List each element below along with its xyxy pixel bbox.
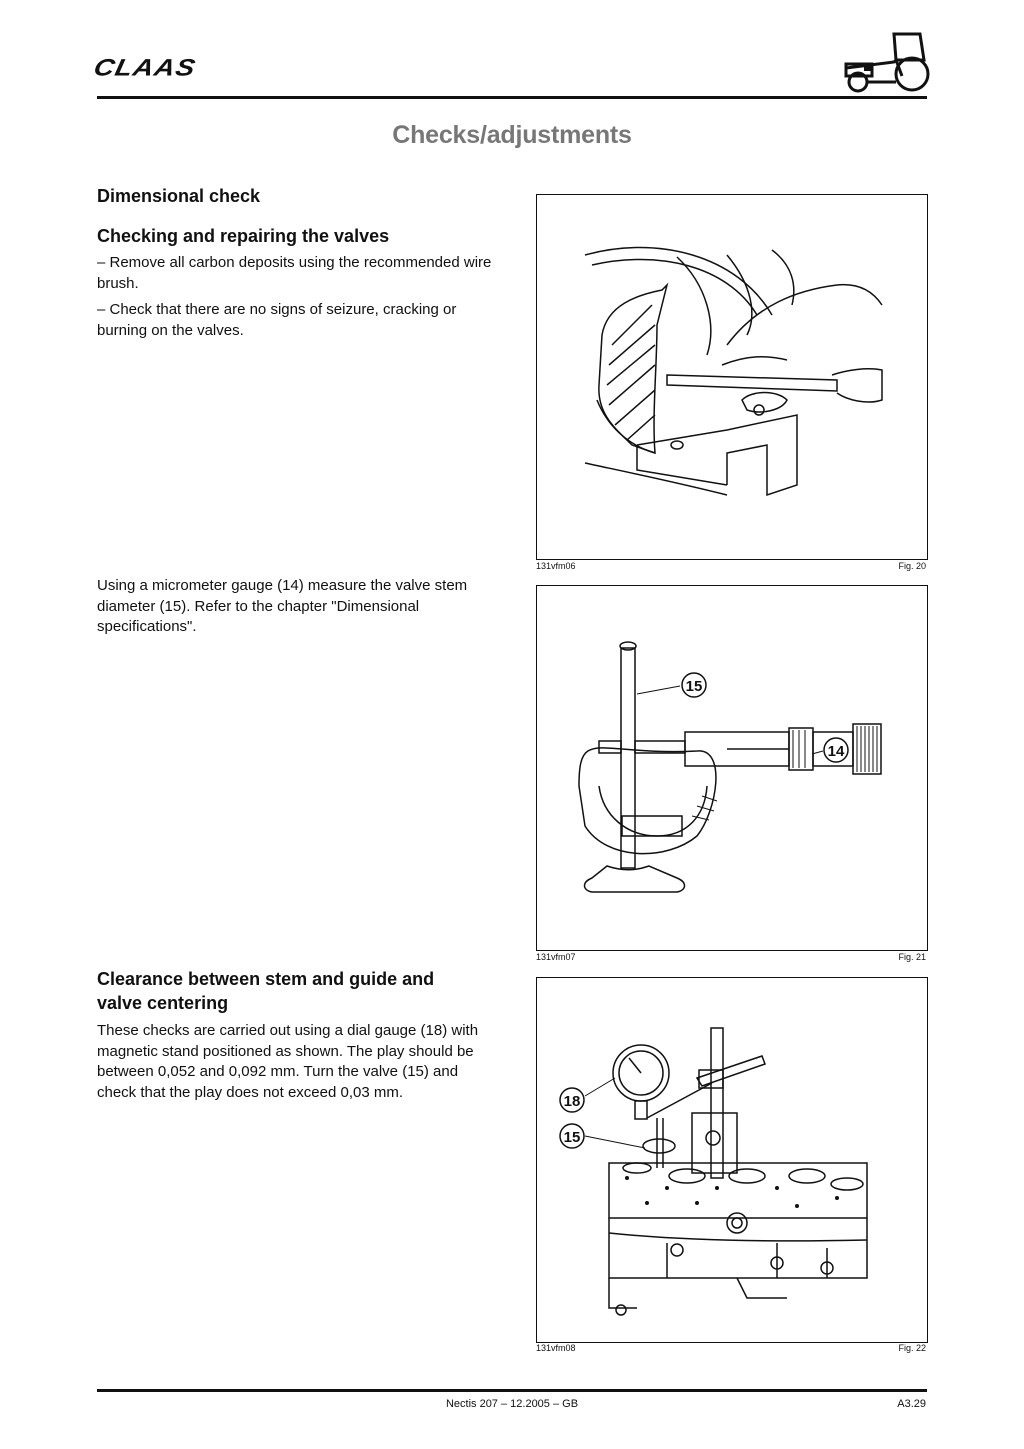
instruction-check-seizure: – Check that there are no signs of seizure, cracking or burning on the valves. xyxy=(97,301,457,339)
footer-rule xyxy=(97,1389,927,1392)
section-heading-dimensional-check: Dimensional check xyxy=(97,186,261,206)
figure-22-dial-gauge xyxy=(536,977,928,1343)
callout-15: 15 xyxy=(563,1129,581,1146)
figure-22-label: Fig. 22 xyxy=(898,1343,926,1353)
section-heading-checking-valves: Checking and repairing the valves xyxy=(97,226,390,246)
footer-document-info: Nectis 207 – 12.2005 – GB xyxy=(445,1398,579,1410)
section-heading-clearance: Clearance between stem and guide and valve centering xyxy=(97,969,435,1013)
callout-15: 15 xyxy=(685,678,703,695)
claas-logo: CLAAS xyxy=(91,54,199,81)
figure-20-wire-brush xyxy=(536,194,928,560)
page-number: A3.29 xyxy=(897,1398,926,1410)
figure-21-code: 131vfm07 xyxy=(536,952,576,962)
figure-20-label: Fig. 20 xyxy=(898,561,926,571)
callout-14: 14 xyxy=(827,743,845,760)
figure-20-code: 131vfm06 xyxy=(536,561,576,571)
instruction-dial-gauge: These checks are carried out using a dial gauge (18) with magnetic stand positioned as shown. The play should be between 0,052 and 0,092 mm. Turn the valve (15) and check that the play does not exceed 0,03 mm. xyxy=(97,1022,479,1101)
page-title: Checks/adjustments xyxy=(392,121,632,149)
callout-18: 18 xyxy=(563,1093,581,1110)
instruction-micrometer: Using a micrometer gauge (14) measure the valve stem diameter (15). Refer to the chapter "Dimensional specifications". xyxy=(97,577,468,635)
header-rule xyxy=(97,96,927,99)
figure-21-micrometer xyxy=(536,585,928,951)
figure-22-code: 131vfm08 xyxy=(536,1343,576,1353)
tractor-icon xyxy=(836,30,930,94)
instruction-remove-carbon: – Remove all carbon deposits using the recommended wire brush. xyxy=(97,254,492,292)
figure-21-label: Fig. 21 xyxy=(898,952,926,962)
